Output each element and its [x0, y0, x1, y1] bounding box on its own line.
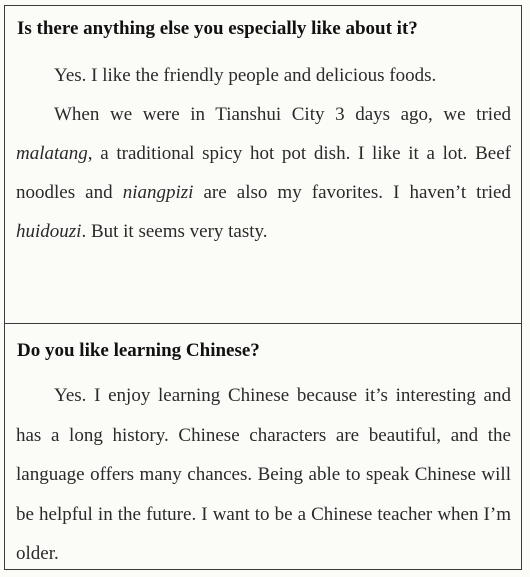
- dish-name-niangpizi: niangpizi: [122, 182, 194, 203]
- answer-paragraph: Yes. I enjoy learning Chinese because it’s interesting and has a long history. Chinese characters are beautiful, and the language offers many chances. Being able to speak Chinese will be helpful in the future. I want to be a Chinese teacher when I’m older.: [16, 385, 511, 564]
- answer-text: [16, 376, 511, 574]
- answer-paragraph: [16, 95, 511, 251]
- question-heading: Do you like learning Chinese?: [17, 340, 260, 361]
- text-run: , a traditional spicy hot pot dish. I like it a lot. Beef noodles and: [16, 143, 511, 203]
- dish-name-huidouzi: huidouzi: [16, 221, 82, 242]
- qa-table: [4, 5, 522, 570]
- qa-cell-learning-chinese: [5, 325, 521, 569]
- qa-cell-local-food: [5, 6, 521, 323]
- dish-name-malatang: malatang: [16, 143, 88, 164]
- text-run: are also my favorites. I haven’t tried: [193, 182, 511, 203]
- text-run: . But it seems very tasty.: [81, 221, 268, 242]
- question-heading: Is there anything else you especially like about it?: [17, 18, 418, 39]
- text-run: When we were in Tianshui City 3 days ago, we tried: [54, 104, 511, 125]
- row-divider: [5, 323, 521, 324]
- answer-paragraph: Yes. I like the friendly people and delicious foods.: [54, 65, 437, 86]
- answer-text: [16, 56, 511, 251]
